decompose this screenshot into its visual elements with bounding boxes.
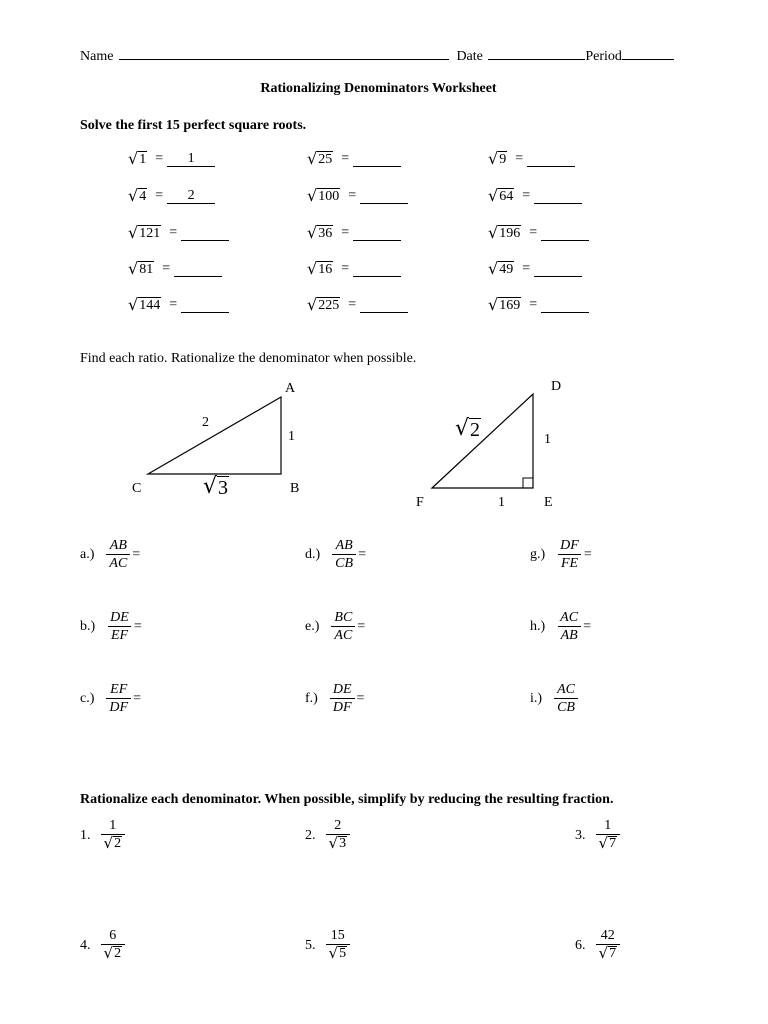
ratio-item	[530, 682, 580, 716]
ratio-fraction: $\frac{BC}{AC}$	[331, 610, 355, 644]
rationalize-problem	[305, 928, 350, 963]
square-root-expression: √ 100	[307, 186, 340, 205]
ratio-fraction: $\frac{DF}{FE}$	[557, 538, 582, 572]
problem-number: 3.	[575, 827, 586, 843]
square-root-item	[488, 261, 582, 277]
square-root-expression: √ 4	[128, 186, 147, 205]
ratio-label: g.)	[530, 547, 546, 562]
answer-blank[interactable]	[174, 262, 222, 277]
square-root-expression: √ 16	[307, 259, 333, 278]
square-root-expression: √ 225	[307, 295, 340, 314]
ratio-label: c.)	[80, 691, 95, 706]
rationalize-problem	[575, 818, 620, 853]
problem-number: 5.	[305, 937, 316, 953]
square-root-item	[128, 188, 215, 204]
answer-blank[interactable]	[353, 262, 401, 277]
answer-blank[interactable]: 2	[167, 189, 215, 204]
square-root-item	[488, 151, 575, 167]
denominator-root: √ 2	[103, 834, 122, 852]
equals-sign: =	[133, 691, 141, 706]
square-root-item	[128, 261, 222, 277]
triangle-def-shape	[432, 394, 533, 488]
equals-sign: =	[356, 691, 365, 706]
answer-blank[interactable]	[541, 298, 589, 313]
square-root-item	[488, 297, 589, 313]
ratio-label: a.)	[80, 547, 95, 562]
equals-sign: =	[341, 225, 350, 240]
problem-fraction: 6 √ 2	[101, 928, 126, 963]
square-root-expression: √ 9	[488, 149, 507, 168]
ratio-fraction: $\frac{AB}{AC}$	[106, 538, 130, 572]
denominator-root: √ 2	[103, 944, 122, 962]
ratio-label: b.)	[80, 619, 96, 634]
triangle-abc-shape	[148, 397, 281, 474]
equals-sign: =	[583, 619, 591, 634]
equals-sign: =	[169, 225, 178, 240]
answer-blank[interactable]: 1	[167, 152, 215, 167]
denominator-root: √ 3	[328, 834, 347, 852]
equals-sign: =	[155, 151, 164, 166]
square-root-item	[128, 151, 215, 167]
square-root-item	[307, 225, 401, 241]
ratio-item	[80, 682, 141, 716]
answer-blank[interactable]	[181, 298, 229, 313]
square-root-expression: √ 49	[488, 259, 514, 278]
answer-blank[interactable]	[541, 226, 589, 241]
problem-fraction: 1 √ 2	[101, 818, 126, 853]
page-title: Rationalizing Denominators Worksheet	[260, 81, 497, 96]
ratio-item	[80, 610, 142, 644]
square-root-item	[128, 225, 229, 241]
header-row	[80, 46, 674, 65]
period-label: Period	[585, 49, 622, 64]
denominator-root: √ 7	[598, 834, 617, 852]
problem-fraction: 15 √ 5	[326, 928, 351, 963]
hypotenuse-abc-label: 2	[202, 415, 209, 430]
ratio-label: d.)	[305, 547, 321, 562]
square-root-item	[488, 188, 582, 204]
answer-blank[interactable]	[534, 262, 582, 277]
ratio-item	[530, 538, 592, 572]
problem-fraction: 42 √ 7	[596, 928, 621, 963]
square-root-item	[307, 188, 408, 204]
equals-sign: =	[522, 188, 531, 203]
ratio-fraction: $\frac{AC}{AB}$	[557, 610, 581, 644]
answer-blank[interactable]	[527, 152, 575, 167]
equals-sign: =	[348, 297, 357, 312]
square-root-expression: √ 81	[128, 259, 154, 278]
ratio-label: e.)	[305, 619, 320, 634]
right-angle-mark	[523, 478, 533, 488]
date-label: Date	[456, 49, 483, 64]
section2-instruction: Find each ratio. Rationalize the denominator when possible.	[80, 351, 417, 366]
square-root-expression: √ 121	[128, 223, 161, 242]
ratio-label: f.)	[305, 691, 318, 706]
rationalize-problem	[80, 818, 125, 853]
answer-blank[interactable]	[353, 226, 401, 241]
ratio-fraction: $\frac{DE}{EF}$	[107, 610, 132, 644]
section1-instruction: Solve the first 15 perfect square roots.	[80, 118, 307, 133]
problem-number: 1.	[80, 827, 91, 843]
square-root-expression: √ 169	[488, 295, 521, 314]
problem-number: 4.	[80, 937, 91, 953]
square-root-expression: √ 36	[307, 223, 333, 242]
ratio-fraction: $\frac{DE}{DF}$	[330, 682, 355, 716]
ratio-item	[80, 538, 140, 572]
square-root-item	[307, 297, 408, 313]
rationalize-problem	[575, 928, 620, 963]
problem-fraction: 2 √ 3	[326, 818, 351, 853]
square-root-expression: √ 144	[128, 295, 161, 314]
answer-blank[interactable]	[353, 152, 401, 167]
vertex-d-label: D	[551, 379, 562, 394]
rationalize-problem	[80, 928, 125, 963]
equals-sign: =	[529, 297, 538, 312]
triangle-def	[405, 372, 575, 512]
equals-sign: =	[169, 297, 178, 312]
answer-blank[interactable]	[181, 226, 229, 241]
ratio-label: h.)	[530, 619, 546, 634]
name-label: Name	[80, 49, 114, 64]
ratio-item	[305, 682, 364, 716]
denominator-root: √ 5	[328, 944, 347, 962]
name-field[interactable]	[119, 46, 449, 60]
equals-sign: =	[357, 619, 366, 634]
answer-blank[interactable]	[360, 189, 408, 204]
equals-sign: =	[162, 261, 171, 276]
rationalize-problem	[305, 818, 350, 853]
equals-sign: =	[341, 151, 350, 166]
equals-sign: =	[515, 151, 524, 166]
base-cb-label	[203, 476, 229, 498]
denominator-root: √ 7	[598, 944, 617, 962]
section3-instruction: Rationalize each denominator. When possible, simplify by reducing the resulting fraction.	[80, 792, 614, 807]
square-root-item	[488, 225, 589, 241]
vertex-f-label: F	[416, 495, 424, 510]
equals-sign: =	[358, 547, 366, 562]
answer-blank[interactable]	[360, 298, 408, 313]
ratio-item	[530, 610, 591, 644]
problem-number: 6.	[575, 937, 586, 953]
square-root-item	[128, 297, 229, 313]
square-root-item	[307, 261, 401, 277]
problem-number: 2.	[305, 827, 316, 843]
ratio-fraction: $\frac{EF}{DF}$	[106, 682, 131, 716]
equals-sign: =	[348, 188, 357, 203]
date-field[interactable]	[488, 46, 585, 60]
side-de-label: 1	[544, 432, 551, 447]
hypotenuse-df-label	[455, 418, 481, 440]
ratio-item	[305, 538, 366, 572]
square-root-item	[307, 151, 401, 167]
equals-sign: =	[583, 547, 592, 562]
equals-sign: =	[155, 188, 164, 203]
sqrt-2-side-label: √ 2	[455, 416, 481, 441]
equals-sign: =	[132, 547, 141, 562]
ratio-label: i.)	[530, 691, 543, 706]
sqrt-3-side-label: √ 3	[203, 474, 229, 499]
square-root-expression: √ 1	[128, 149, 147, 168]
square-root-expression: √ 64	[488, 186, 514, 205]
period-field[interactable]	[622, 46, 674, 60]
equals-sign: =	[133, 619, 142, 634]
equals-sign: =	[522, 261, 531, 276]
ratio-fraction: $\frac{AB}{CB}$	[332, 538, 356, 572]
side-ab-label: 1	[288, 429, 295, 444]
vertex-a-label: A	[285, 381, 296, 396]
vertex-e-label: E	[544, 495, 553, 510]
square-root-expression: √ 25	[307, 149, 333, 168]
ratio-item	[305, 610, 365, 644]
side-fe-label: 1	[498, 495, 505, 510]
ratio-fraction: $\frac{AC}{CB}$	[554, 682, 578, 716]
vertex-c-label: C	[132, 481, 142, 496]
problem-fraction: 1 √ 7	[596, 818, 621, 853]
answer-blank[interactable]	[534, 189, 582, 204]
square-root-expression: √ 196	[488, 223, 521, 242]
equals-sign: =	[341, 261, 350, 276]
equals-sign: =	[529, 225, 538, 240]
vertex-b-label: B	[290, 481, 300, 496]
